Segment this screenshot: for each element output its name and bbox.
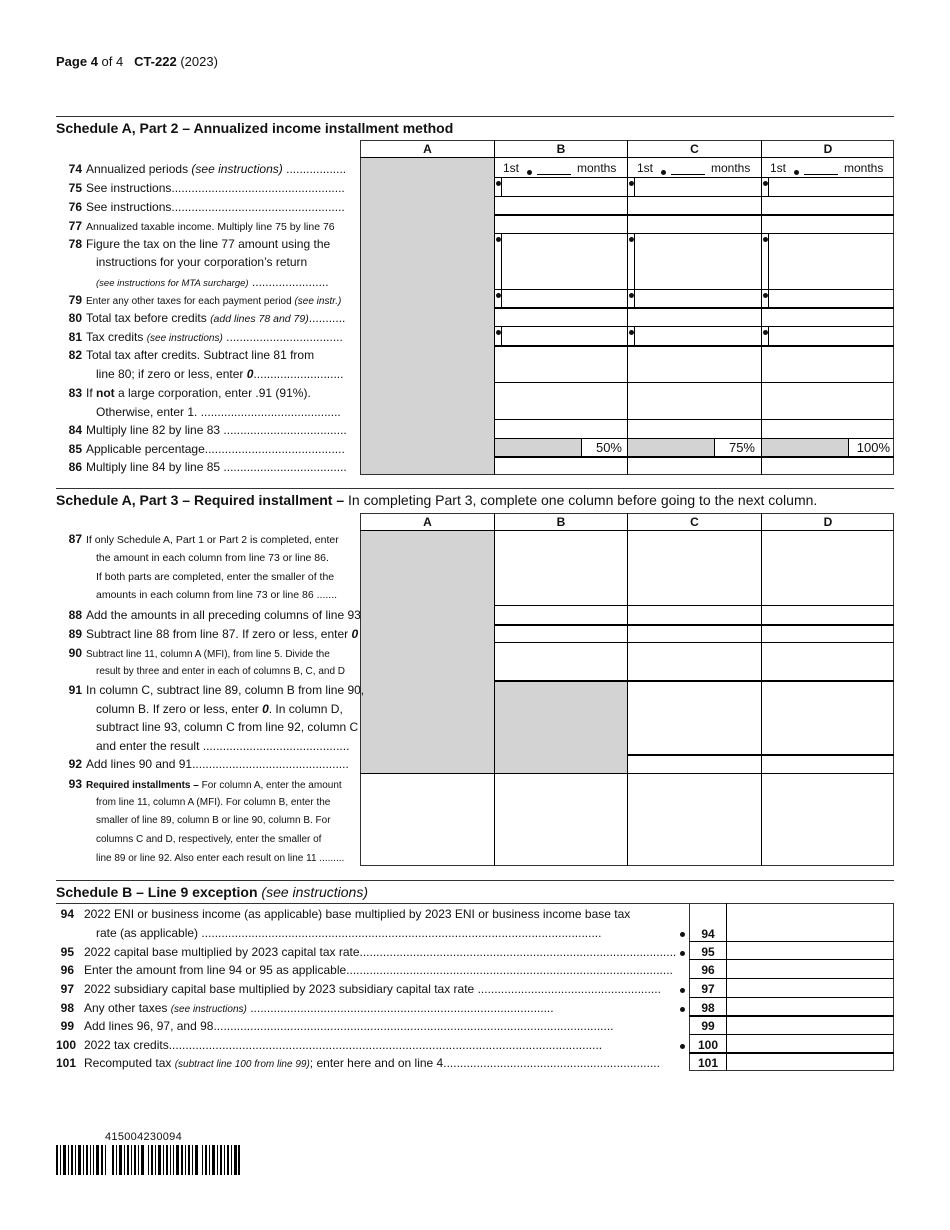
line-95-box: 95	[701, 945, 715, 959]
line-bold: Required installments –	[86, 780, 199, 791]
line-bold: not	[96, 386, 115, 400]
row-sep	[494, 605, 894, 606]
line-77	[56, 219, 356, 233]
line-87-cont: amounts in each column from line 73 or line 86 .......	[96, 589, 338, 601]
period-d-months: months	[844, 161, 884, 175]
line-text: Tax credits	[86, 330, 147, 344]
pct-shade	[762, 439, 848, 456]
line-italic: (see instructions)	[191, 162, 283, 176]
col-sep	[761, 513, 762, 866]
leader: ..................	[282, 162, 347, 176]
leader: .................................................................	[443, 1056, 660, 1070]
line-93-cont: from line 11, column A (MFI). For column B, enter the	[96, 797, 331, 808]
line-99	[56, 1019, 614, 1033]
line-text: Add the amounts in all preceding columns of line 93	[86, 608, 361, 622]
line-text: column B. If zero or less, enter	[96, 702, 263, 716]
form-number: CT-222	[134, 54, 177, 69]
line-text: See instructions	[86, 181, 172, 195]
field-tick	[501, 178, 502, 196]
line-num: 98	[60, 1001, 74, 1015]
bullet-icon	[680, 932, 685, 937]
title-rest: In completing Part 3, complete one column before going to the next column.	[344, 492, 818, 508]
line-num: 88	[68, 608, 82, 622]
leader: ....................................................	[171, 200, 345, 214]
line-93	[56, 777, 356, 791]
line-text: If	[86, 386, 97, 400]
line-num: 90	[68, 646, 82, 660]
line-num: 93	[68, 777, 82, 791]
title-bold: Schedule A, Part 3 – Required installment –	[56, 492, 345, 508]
line-80	[56, 311, 356, 325]
leader: ...............................................................................................	[359, 945, 677, 959]
col-sep	[627, 513, 628, 866]
part3-title	[56, 492, 817, 508]
line-text: Any other taxes	[84, 1001, 171, 1015]
line-90-cont: result by three and enter in each of columns B, C, and D	[96, 666, 346, 677]
line-bold: 0	[246, 367, 254, 381]
row-sep	[494, 233, 894, 234]
barcode-number: 415004230094	[105, 1131, 183, 1143]
period-c: 1st	[637, 161, 654, 175]
line-90	[56, 646, 356, 660]
leader: ..................................................................................................	[346, 963, 673, 977]
line-bold: 0	[262, 702, 269, 716]
row-sep	[627, 754, 894, 756]
title-italic: (see instructions)	[261, 884, 368, 900]
line-87	[56, 532, 356, 546]
period-b-input[interactable]	[537, 174, 571, 175]
row-sep	[689, 959, 894, 960]
line-88	[56, 608, 361, 622]
line-78-cont2	[96, 275, 329, 289]
leader: ...........................................................................................	[246, 1001, 554, 1015]
field-tick	[768, 290, 769, 307]
line-83-cont: Otherwise, enter 1. ..........................................	[96, 405, 341, 419]
row-sep	[689, 997, 894, 998]
line-85	[56, 442, 356, 456]
field-tick	[768, 178, 769, 196]
part2-colA-shade	[361, 157, 494, 474]
part2-col-b: B	[556, 142, 566, 156]
page-of: of 4	[97, 54, 124, 69]
line-84	[56, 423, 356, 437]
leader: ........................................................................................................................	[213, 1019, 614, 1033]
line-98	[56, 1001, 554, 1015]
line-num: 100	[56, 1038, 77, 1052]
line-num: 80	[68, 311, 82, 325]
field-tick	[634, 234, 635, 289]
line-text: Add lines 90 and 91	[86, 757, 193, 771]
line-92	[56, 757, 356, 771]
leader: ...........................	[253, 367, 344, 381]
part2-col-c: C	[690, 142, 699, 156]
pct-d: 100%	[856, 440, 890, 455]
pct-c: 75%	[728, 440, 755, 455]
line-78-cont: instructions for your corporation’s return	[96, 255, 308, 269]
line-text: Add lines 96, 97, and 98	[84, 1019, 214, 1033]
row-sep	[360, 530, 894, 531]
leader: ..................................................................................................................................	[168, 1038, 603, 1052]
part2-col-a: A	[423, 142, 432, 156]
page-number: 4	[90, 54, 98, 69]
line-num: 86	[68, 460, 82, 474]
bullet-icon	[680, 1007, 685, 1012]
part3-col-a: A	[423, 515, 432, 529]
row-sep	[494, 642, 894, 643]
schedb-title	[56, 884, 368, 900]
line-74	[56, 162, 356, 176]
barcode-icon	[56, 1145, 240, 1175]
line-bold: 0	[351, 627, 359, 641]
line-93-cont: line 89 or line 92. Also enter each result on line 11 .........	[96, 853, 345, 864]
line-text: Multiply line 84 by line 85	[86, 460, 221, 474]
row-sep	[494, 289, 894, 290]
line-text: Recomputed tax	[84, 1056, 175, 1070]
row-sep	[689, 1052, 894, 1054]
row-sep	[494, 345, 894, 347]
form-year: (2023)	[176, 54, 218, 69]
line-italic: (see instructions)	[146, 333, 223, 344]
row-sep	[689, 941, 894, 942]
line-num: 99	[60, 1019, 74, 1033]
field-tick	[768, 327, 769, 345]
row-sep	[494, 419, 894, 420]
row-sep	[494, 177, 894, 178]
line-text: Annualized periods	[86, 162, 192, 176]
line-text: For column A, enter the amount	[198, 780, 342, 791]
section-rule	[56, 116, 894, 117]
line-italic: (subtract line 100 from line 99)	[174, 1059, 310, 1070]
field-tick	[634, 178, 635, 196]
line-num: 84	[68, 423, 82, 437]
line-num: 79	[68, 293, 82, 307]
field-tick	[501, 234, 502, 289]
leader: ...................................	[222, 330, 343, 344]
line-81	[56, 330, 356, 344]
row-sep	[360, 773, 894, 774]
line-num: 101	[56, 1056, 77, 1070]
part2-col-d: D	[823, 142, 833, 156]
line-num: 81	[68, 330, 82, 344]
period-c-input[interactable]	[671, 174, 705, 175]
line-97-box: 97	[701, 982, 715, 996]
line-num: 83	[68, 386, 82, 400]
row-sep	[360, 157, 894, 158]
line-text: In column C, subtract line 89, column B from line 90,	[86, 683, 365, 697]
field-tick	[634, 327, 635, 345]
line-num: 74	[68, 162, 82, 176]
bullet-icon	[527, 170, 532, 175]
leader: ..........................................	[204, 442, 345, 456]
part3-colA-shade	[361, 531, 494, 773]
line-75	[56, 181, 356, 195]
line-italic: (add lines 78 and 79)	[210, 313, 309, 325]
line-italic: (see instructions)	[170, 1004, 247, 1015]
leader: ....................................................	[171, 181, 345, 195]
line-num: 77	[68, 219, 82, 233]
line-91-cont: and enter the result ............................................	[96, 739, 350, 753]
part3-colB-shade	[494, 680, 627, 773]
line-text: Applicable percentage	[86, 442, 205, 456]
line-num: 75	[68, 181, 82, 195]
line-text: Enter the amount from line 94 or 95 as applicable	[84, 963, 347, 977]
field-tick	[768, 234, 769, 289]
line-num: 95	[60, 945, 74, 959]
line-text: Total tax before credits	[86, 311, 211, 325]
line-95	[56, 945, 676, 959]
line-italic: (see instructions for MTA surcharge)	[96, 278, 249, 289]
line-num: 91	[68, 683, 82, 697]
row-sep	[494, 624, 894, 626]
section-rule	[56, 488, 894, 489]
bullet-icon	[680, 951, 685, 956]
line-86	[56, 460, 356, 474]
line-text: Total tax after credits. Subtract line 81 from	[86, 348, 315, 362]
field-tick	[501, 327, 502, 345]
line-94-cont: rate (as applicable) ........................................................................................................................	[96, 926, 602, 940]
line-text: 2022 tax credits	[84, 1038, 169, 1052]
line-98-box: 98	[701, 1001, 715, 1015]
col-sep	[726, 903, 727, 1071]
field-tick	[501, 290, 502, 307]
line-text: a large corporation, enter .91 (91%).	[114, 386, 311, 400]
line-91-cont: subtract line 93, column C from line 92, column C	[96, 720, 359, 734]
line-text: Enter any other taxes for each payment period	[86, 296, 295, 307]
line-91-cont	[96, 702, 343, 716]
period-b	[503, 161, 519, 175]
line-100-box: 100	[697, 1038, 719, 1052]
bullet-icon	[661, 170, 666, 175]
line-93-cont: smaller of line 89, column B or line 90, column B. For	[96, 815, 331, 826]
row-sep	[494, 382, 894, 383]
line-94	[56, 907, 630, 921]
line-text: If only Schedule A, Part 1 or Part 2 is completed, enter	[86, 534, 339, 546]
page-label: Page	[56, 54, 91, 69]
row-sep	[494, 326, 894, 327]
leader: .....................................	[220, 460, 347, 474]
line-text: Subtract line 88 from line 87. If zero or less, enter	[86, 627, 352, 641]
pct-shade	[495, 439, 581, 456]
title-bold: Schedule B – Line 9 exception	[56, 884, 262, 900]
line-text: Figure the tax on the line 77 amount using the	[86, 237, 331, 251]
line-97	[56, 982, 661, 996]
pct-shade	[628, 439, 714, 456]
line-83	[56, 386, 356, 400]
line-94-box: 94	[701, 927, 715, 941]
row-sep	[494, 196, 894, 197]
row-sep	[494, 456, 894, 458]
period-d-input[interactable]	[804, 174, 838, 175]
leader: .......................................................	[474, 982, 661, 996]
part3-col-c: C	[690, 515, 699, 529]
line-num: 87	[68, 532, 82, 546]
line-100	[56, 1038, 602, 1052]
part3-col-d: D	[823, 515, 833, 529]
line-89	[56, 627, 359, 641]
section-rule	[56, 880, 894, 881]
line-num: 78	[68, 237, 82, 251]
row-sep	[689, 978, 894, 979]
leader: ...........	[308, 311, 346, 325]
period-b-months: months	[577, 161, 617, 175]
line-num: 97	[60, 982, 74, 996]
line-93-cont: columns C and D, respectively, enter the smaller of	[96, 834, 322, 845]
period-c-months: months	[711, 161, 751, 175]
line-num: 92	[68, 757, 82, 771]
line-text: Annualized taxable income. Multiply line 75 by line 76	[86, 221, 335, 233]
line-79	[56, 293, 356, 307]
line-99-box: 99	[701, 1019, 715, 1033]
line-num: 82	[68, 348, 82, 362]
line-82-cont	[96, 367, 343, 381]
line-text: Multiply line 82 by line 83	[86, 423, 221, 437]
period-first: 1st	[503, 161, 520, 175]
page-header	[56, 54, 218, 69]
line-text: See instructions	[86, 200, 172, 214]
line-96	[56, 963, 673, 977]
line-num: 89	[68, 627, 82, 641]
line-text: Subtract line 11, column A (MFI), from line 5. Divide the	[86, 649, 330, 660]
line-text: line 80; if zero or less, enter	[96, 367, 247, 381]
line-101	[56, 1056, 660, 1070]
pct-b: 50%	[595, 440, 622, 455]
line-87-cont: If both parts are completed, enter the smaller of the	[96, 571, 335, 583]
line-96-box: 96	[701, 963, 715, 977]
line-num: 76	[68, 200, 82, 214]
field-tick	[634, 290, 635, 307]
row-sep	[494, 307, 894, 309]
line-italic: (see instr.)	[294, 296, 342, 307]
line-num: 85	[68, 442, 82, 456]
row-sep	[494, 214, 894, 216]
line-78	[56, 237, 356, 251]
line-num: 94	[60, 907, 74, 921]
line-text: 2022 capital base multiplied by 2023 capital tax rate	[84, 945, 360, 959]
line-text: 2022 subsidiary capital base multiplied by 2023 subsidiary capital tax rate	[84, 982, 475, 996]
bullet-icon	[680, 1044, 685, 1049]
part2-title: Schedule A, Part 2 – Annualized income installment method	[56, 120, 454, 136]
leader: ...............................................	[192, 757, 349, 771]
line-76	[56, 200, 356, 214]
line-82	[56, 348, 356, 362]
line-num: 96	[60, 963, 74, 977]
leader: .....................................	[220, 423, 347, 437]
row-sep	[689, 1015, 894, 1017]
line-text: . In column D,	[268, 702, 343, 716]
bullet-icon	[680, 988, 685, 993]
row-sep	[494, 680, 894, 682]
leader: .......................	[248, 275, 329, 289]
col-sep	[494, 513, 495, 866]
line-101-box: 101	[697, 1056, 719, 1070]
line-text: 2022 ENI or business income (as applicable) base multiplied by 2023 ENI or business income base tax	[84, 907, 631, 921]
row-sep	[689, 1034, 894, 1035]
line-text: ; enter here and on line 4	[309, 1056, 444, 1070]
part3-col-b: B	[556, 515, 566, 529]
bullet-icon	[794, 170, 799, 175]
line-87-cont: the amount in each column from line 73 or line 86.	[96, 552, 329, 564]
period-d: 1st	[770, 161, 787, 175]
line-91	[56, 683, 365, 697]
